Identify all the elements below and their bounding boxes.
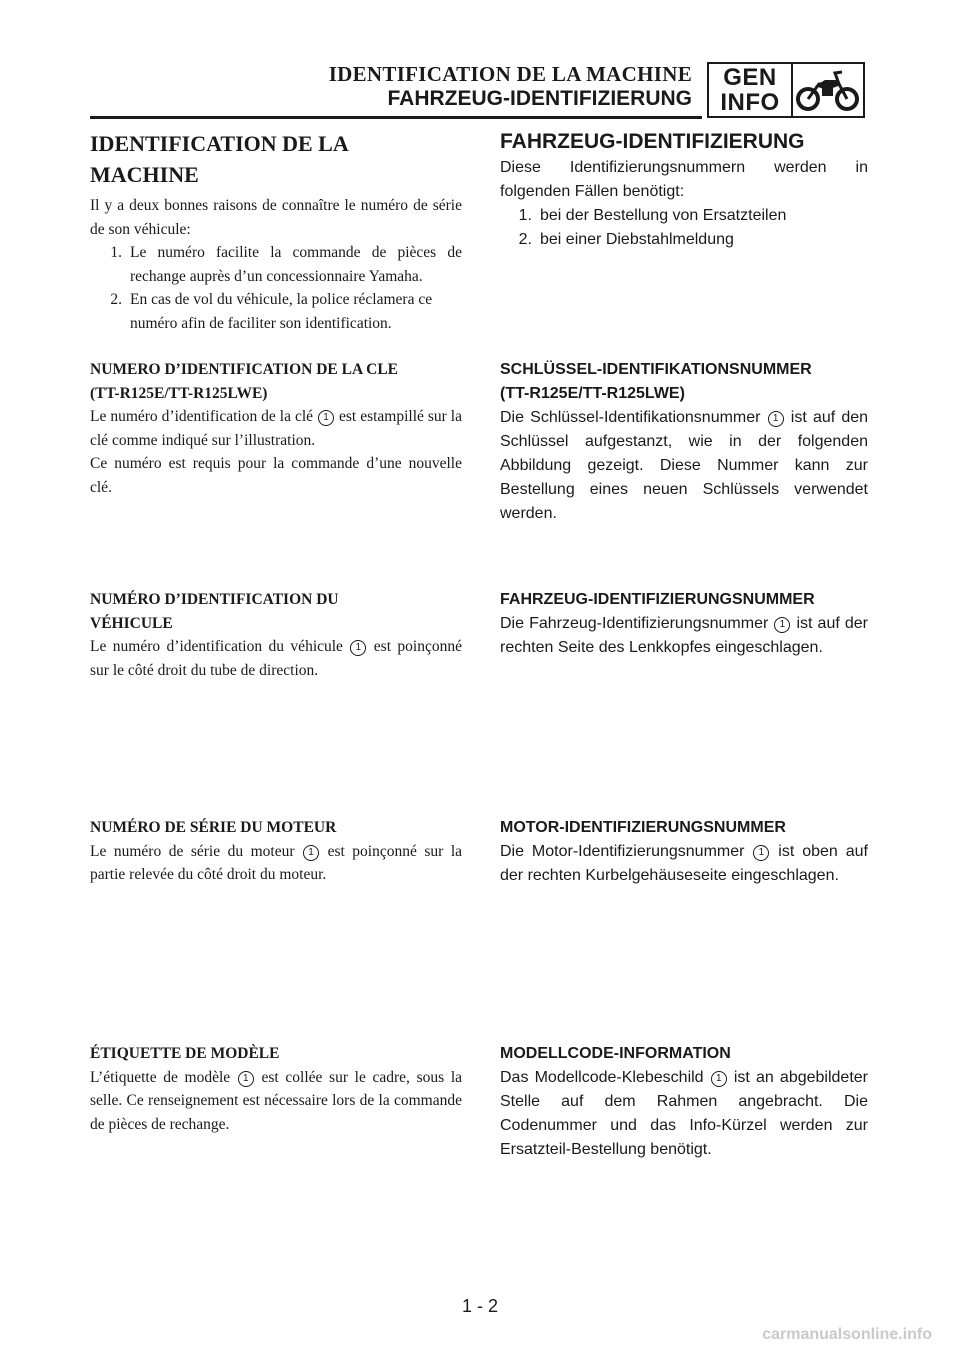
section-intro-fr [90,128,462,335]
label-text-fr: L’étiquette de modèle 1 est collée sur le cadre, sous la selle. Ce renseignement est nécessaire lors de la commande de pièces de rechange. [90,1068,463,1133]
motorcycle-icon [793,64,863,116]
callout-marker: 1 [238,1071,254,1087]
key-section-fr [90,358,462,499]
intro-text-fr: Il y a deux bonnes raisons de connaître le numéro de série de son véhicule: [90,197,462,238]
label-section-de [500,1042,868,1162]
key-text-fr: Le numéro d’identification de la clé 1 est estampillé sur la clé comme indiqué sur l’illustration. [90,408,462,449]
label-heading-fr: ÉTIQUETTE DE MODÈLE [90,1045,280,1062]
section-title-de: FAHRZEUG-IDENTIFIZIERUNG [500,130,805,153]
vehicle-section-fr [90,588,462,682]
header-title-de: FAHRZEUG-IDENTIFIZIERUNG [387,87,692,110]
engine-text-fr: Le numéro de série du moteur 1 est poinçonné sur la partie relevée du côté droit du moteur. [90,842,462,883]
intro-text-de: Diese Identifizierungsnummern werden in folgenden Fällen benötigt: [500,159,868,200]
callout-marker: 1 [350,640,366,656]
section-intro-de [500,128,868,252]
key-text-de: Die Schlüssel-Identifikationsnummer 1 ist auf den Schlüssel aufgestanzt, wie in der folgenden Abbildung gezeigt. Diese Nummer kann zur Bestellung eines neuen Schlüssels verwendet werden. [500,409,869,522]
callout-marker: 1 [711,1071,727,1087]
callout-marker: 1 [768,411,784,427]
engine-text-de: Die Motor-Identifizierungsnummer 1 ist oben auf der rechten Kurbelgehäuseseite eingeschlagen. [500,843,868,884]
label-heading-de: MODELLCODE-INFORMATION [500,1045,731,1062]
header-title-fr: IDENTIFICATION DE LA MACHINE [328,62,692,86]
label-section-fr [90,1042,462,1136]
engine-heading-fr: NUMÉRO DE SÉRIE DU MOTEUR [90,819,337,836]
watermark: carmanualsonline.info [762,1326,932,1343]
page-number: 1 - 2 [461,1296,499,1316]
list-item: 1. Le numéro facilite la commande de pièces de rechange auprès d’un concessionnaire Yamaha. [110,244,462,285]
vehicle-heading-de: FAHRZEUG-IDENTIFIZIERUNGSNUMMER [500,591,815,608]
list-item: 2. En cas de vol du véhicule, la police réclamera ce numéro afin de faciliter son identification. [110,291,433,332]
key-heading-fr: NUMERO D’IDENTIFICATION DE LA CLE (TT-R125E/TT-R125LWE) [90,361,399,402]
section-badge [707,62,865,118]
key-text2-fr: Ce numéro est requis pour la commande d’une nouvelle clé. [90,455,462,496]
header-rule [90,116,702,119]
badge-label [709,64,793,116]
list-item: 1. bei der Bestellung von Ersatzteilen [518,207,787,224]
callout-marker: 1 [753,845,769,861]
key-heading-de: SCHLÜSSEL-IDENTIFIKATIONSNUMMER (TT-R125E/TT-R125LWE) [500,361,812,402]
badge-line-gen: GEN [723,64,777,91]
label-text-de: Das Modellcode-Klebeschild 1 ist an abgebildeter Stelle auf dem Rahmen angebracht. Die Codenummer und das Info-Kürzel werden zur Ersatzteil-Bestellung benötigt. [500,1069,868,1158]
list-item: 2. bei einer Diebstahlmeldung [518,231,734,248]
vehicle-section-de [500,588,868,660]
engine-section-fr [90,816,462,887]
vehicle-text-fr: Le numéro d’identification du véhicule 1 est poinçonné sur le côté droit du tube de direction. [90,638,462,679]
vehicle-text-de: Die Fahrzeug-Identifizierungsnummer 1 ist auf der rechten Seite des Lenkkopfes eingeschlagen. [500,615,868,656]
badge-line-info: INFO [720,89,780,116]
key-section-de [500,358,868,526]
engine-heading-de: MOTOR-IDENTIFIZIERUNGSNUMMER [500,819,786,836]
vehicle-heading-fr: NUMÉRO D’IDENTIFICATION DU VÉHICULE [90,591,339,632]
callout-marker: 1 [303,845,319,861]
callout-marker: 1 [774,617,790,633]
section-title-fr: IDENTIFICATION DE LA MACHINE [90,131,349,187]
engine-section-de [500,816,868,888]
callout-marker: 1 [318,410,334,426]
